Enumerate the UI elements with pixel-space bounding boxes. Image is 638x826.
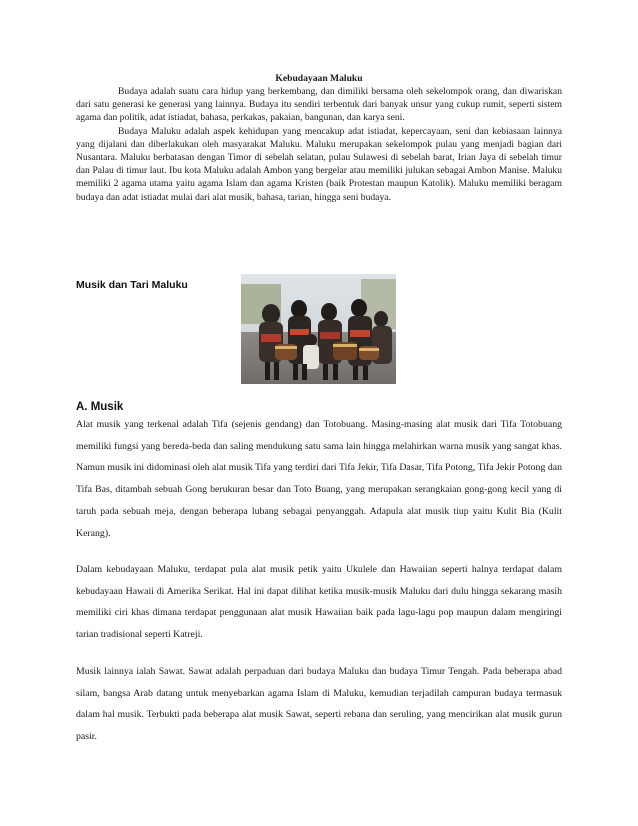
intro-paragraph-1: Budaya adalah suatu cara hidup yang berkembang, dan dimiliki bersama oleh sekelompok orang, dan diwariskan dari satu generasi ke generasi yang lainnya. Budaya itu sendiri terbentuk dari banyak unsur yang cukup rumit, seperti sistem agama dan politik, adat istiadat, bahasa, perkakas, pakaian, bangunan, dan karya seni. [76,86,562,124]
music-paragraph-1-text: Alat musik yang terkenal adalah Tifa (sejenis gendang) dan Totobuang. Masing-masing alat musik dari Tifa Totobuang memiliki fungsi yang bereda-beda dan saling mendukung satu sama lain hingga melahirkan warna musik yang sangat khas. Namun musik ini didominasi oleh alat musik Tifa yang terdiri dari Tifa Jekir, Tifa Dasar, Tifa Potong, Tifa Jekir Potong dan Tifa Bas, ditambah sebuah Gong berukuran besar dan Toto Buang, yang merupakan serangkaian gong-gong kecil yang di taruh pada sebuah meja, dengan beberapa lubang sebagai penyanggah. Adapula alat musik tiup yaitu Kulit Bia (Kulit Kerang). [76,419,562,539]
music-paragraph-1 [76,414,562,544]
subsection-heading: A. Musik [76,401,124,413]
document-title: Kebudayaan Maluku [275,73,363,84]
music-paragraph-2 [76,559,562,646]
dancers-photo-illustration [241,274,396,384]
music-paragraph-3-text: Musik lainnya ialah Sawat. Sawat adalah perpaduan dari budaya Maluku dan budaya Timur Tengah. Pada beberapa abad silam, bangsa Arab datang untuk menyebarkan agama Islam di Maluku, kemudian terjadilah campuran budaya termasuk dalam hal musik. Terbukti pada beberapa alat musik Sawat, seperti rebana dan seruling, yang mencirikan alat musik gurun pasir. [76,666,562,743]
dancers-photo [241,274,396,384]
intro-section [76,85,562,204]
music-paragraph-2-text: Dalam kebudayaan Maluku, terdapat pula alat musik petik yaitu Ukulele dan Hawaiian seperti halnya terdapat dalam kebudayaan Hawaii di Amerika Serikat. Hal ini dapat dilihat ketika musik-musik Maluku dari dulu hingga sekarang masih memiliki ciri khas dimana terdapat penggunaan alat musik Hawaiian baik pada lagu-lagu pop maupun dalam mengiringi tarian tradisional seperti Katreji. [76,564,562,641]
intro-paragraph-2: Budaya Maluku adalah aspek kehidupan yang mencakup adat istiadat, kepercayaan, seni dan kebiasaan lainnya yang dijalani dan diberlakukan oleh masyarakat Maluku. Maluku merupakan sekelompok pulau yang menjadi bagian dari Nusantara. Maluku berbatasan dengan Timor di sebelah selatan, pulau Sulawesi di sebelah barat, Irian Jaya di sebelah timur dan Palau di timur laut. Ibu kota Maluku adalah Ambon yang bergelar atau memiliki julukan sebagai Ambon Manise. Maluku memiliki 2 agama utama yaitu agama Islam dan agama Kristen (baik Protestan maupun Katolik). Maluku memiliki beragam budaya dan adat istiadat mulai dari alat musik, bahasa, tarian, hingga seni budaya. [76,125,562,203]
music-paragraph-3 [76,661,562,748]
section-heading: Musik dan Tari Maluku [76,279,188,291]
